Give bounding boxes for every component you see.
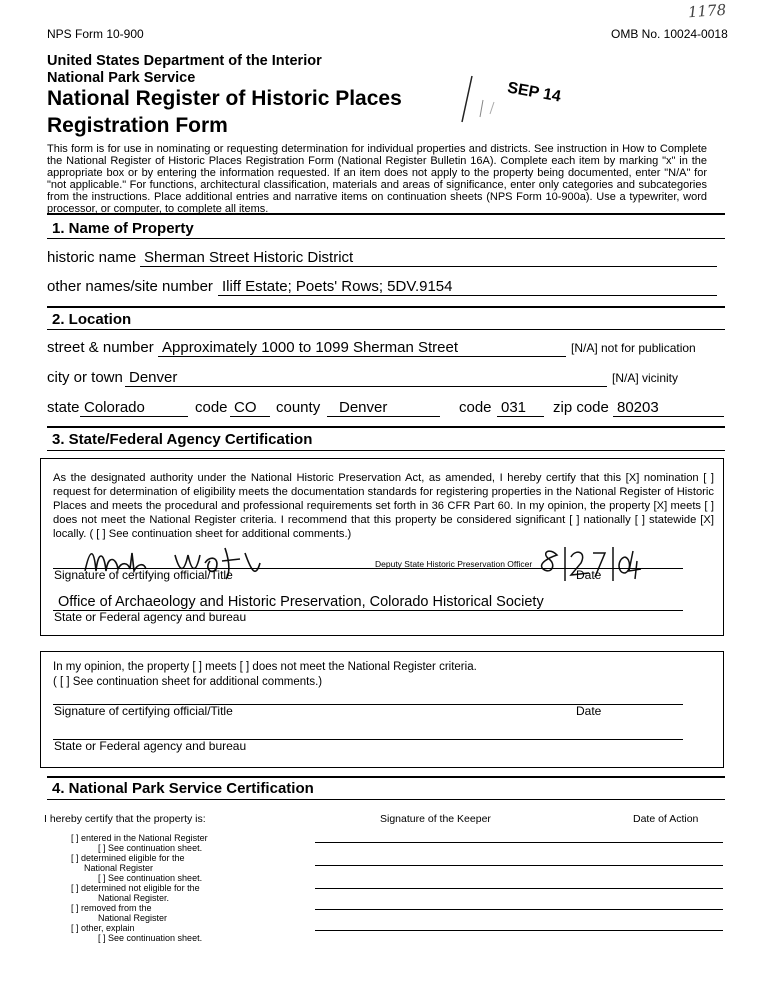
zip-field[interactable]: 80203 [613, 399, 724, 417]
signature-label: Signature of certifying official/Title [54, 568, 233, 582]
county-code-field[interactable]: 031 [497, 399, 544, 417]
nps-intro: I hereby certify that the property is: [44, 813, 206, 825]
historic-name-field[interactable]: Sherman Street Historic District [140, 249, 717, 267]
agency-label: State or Federal agency and bureau [54, 610, 247, 624]
state-field[interactable]: Colorado [80, 399, 188, 417]
section-3-title: 3. State/Federal Agency Certification [52, 431, 313, 448]
nps-options [71, 833, 311, 943]
option-entered[interactable]: [ ] entered in the National Register [71, 833, 208, 843]
signature-label-2: Signature of certifying official/Title [54, 704, 233, 718]
state-label: state [47, 399, 80, 416]
section-1-title: 1. Name of Property [52, 220, 194, 237]
keeper-line-1[interactable] [315, 842, 723, 843]
option-eligible-continuation[interactable]: [ ] See continuation sheet. [98, 873, 203, 883]
section-4-title: 4. National Park Service Certification [52, 780, 314, 797]
form-number: NPS Form 10-900 [47, 27, 144, 41]
vicinity: [N/A] vicinity [612, 371, 679, 385]
state-code-field[interactable]: CO [230, 399, 270, 417]
option-eligible[interactable]: [ ] determined eligible for the [71, 853, 185, 863]
opinion-line-1: In my opinion, the property [ ] meets [ ] does not meet the National Register criteria. [53, 661, 477, 673]
action-label: Date of Action [633, 813, 699, 825]
instructions: This form is for use in nominating or requesting determination for individual properties and districts. See instruction in How to Complete the National Register of Historic Places Registration Form (National Register Bulletin 16A). Complete each item by marking "x" in the appropriate box or by entering the information requested. If an item does not apply to the property being documented, enter "N/A" for "not applicable." For functions, architectural classification, materials and areas of significance, enter only categories and subcategories from the instructions. Place additional entries and narrative items on continuation sheets (NPS Form 10-900a). Use a typewriter, word processor, or computer, to complete all items. [47, 143, 707, 215]
section-2-title: 2. Location [52, 311, 132, 328]
keeper-label: Signature of the Keeper [380, 813, 491, 825]
city-field[interactable]: Denver [125, 369, 607, 387]
option-entered-continuation[interactable]: [ ] See continuation sheet. [98, 843, 203, 853]
county-field[interactable]: Denver [327, 399, 440, 417]
option-eligible-line2: National Register [84, 863, 154, 873]
agency-label-2: State or Federal agency and bureau [54, 739, 247, 753]
agency-field[interactable]: Office of Archaeology and Historic Preservation, Colorado Historical Society [58, 594, 544, 610]
state-code-label: code [195, 399, 228, 416]
street-label: street & number [47, 339, 154, 356]
option-removed-line2: National Register [98, 913, 168, 923]
option-removed[interactable]: [ ] removed from the [71, 903, 152, 913]
form-title-line-1: National Register of Historic Places [47, 87, 402, 110]
city-label: city or town [47, 369, 123, 386]
not-for-publication: [N/A] not for publication [571, 341, 696, 355]
omb-number: OMB No. 10024-0018 [611, 27, 728, 41]
keeper-line-3[interactable] [315, 888, 723, 889]
keeper-line-2[interactable] [315, 865, 723, 866]
stamp-date: SEP 14 [506, 79, 563, 106]
other-names-label: other names/site number [47, 278, 213, 295]
zip-label: zip code [553, 399, 609, 416]
option-other-continuation[interactable]: [ ] See continuation sheet. [98, 933, 203, 943]
option-not-eligible[interactable]: [ ] determined not eligible for the [71, 883, 200, 893]
received-stamp [450, 72, 570, 132]
certification-text: As the designated authority under the National Historic Preservation Act, as amended, I hereby certify that this [X] nomination [ ] request for determination of eligibility meets the documentation standards for registering properties in the National Register of Historic Places and meets the procedural and professional requirements set forth in 36 CFR Part 60. In my opinion, the property [X] meets [ ] does not meet the National Register criteria. I recommend that this property be considered significant [ ] nationally [ ] statewide [X] locally. ( [ ] See continuation sheet for additional comments.) [53, 472, 714, 540]
keeper-line-4[interactable] [315, 909, 723, 910]
historic-name-label: historic name [47, 249, 137, 266]
officer-title: Deputy State Historic Preservation Officer [375, 559, 533, 569]
date-label-2: Date [576, 704, 602, 718]
agency-line-1: United States Department of the Interior [47, 53, 322, 69]
agency-line-2: National Park Service [47, 70, 196, 86]
street-field[interactable]: Approximately 1000 to 1099 Sherman Street [158, 339, 566, 357]
option-not-eligible-line2: National Register. [98, 893, 170, 903]
county-label: county [276, 399, 321, 416]
keeper-line-5[interactable] [315, 930, 723, 931]
other-names-field[interactable]: Iliff Estate; Poets' Rows; 5DV.9154 [218, 278, 717, 296]
opinion-line-2: ( [ ] See continuation sheet for additional comments.) [53, 676, 323, 688]
handwritten-mark: 1178 [687, 0, 727, 22]
county-code-label: code [459, 399, 492, 416]
form-title-line-2: Registration Form [47, 114, 228, 137]
option-other[interactable]: [ ] other, explain [71, 923, 135, 933]
date-label: Date [576, 568, 602, 582]
